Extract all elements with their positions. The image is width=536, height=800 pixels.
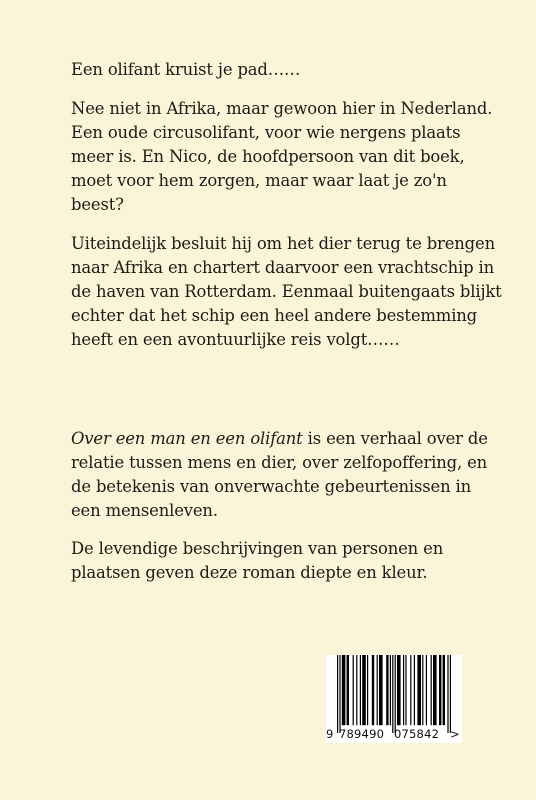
- book-title: Over een man en een olifant: [71, 429, 303, 448]
- barcode-bar: [390, 655, 391, 725]
- barcode-bar: [353, 655, 354, 725]
- barcode-bar: [405, 655, 406, 725]
- barcode-bar: [422, 655, 423, 725]
- barcode-bar: [337, 655, 338, 733]
- barcode-bar: [450, 655, 451, 733]
- barcode-bar: [439, 655, 441, 725]
- barcode-bar: [392, 655, 393, 733]
- theme-description: is een verhaal over de relatie tussen mens en dier, over zelfopoffering, en de betekenis van onverwachte gebeurtenissen in een mensenleven.: [71, 429, 488, 520]
- barcode-bar: [360, 655, 361, 725]
- barcode-bar: [431, 655, 432, 725]
- barcode-lead-digit: 9: [326, 727, 334, 741]
- barcode-bar: [347, 655, 349, 725]
- barcode-bar: [386, 655, 388, 725]
- barcode-bar: [342, 655, 346, 725]
- barcode-bar: [443, 655, 445, 725]
- barcode-bar: [379, 655, 383, 725]
- barcode-bar: [414, 655, 415, 725]
- barcode-bar: [447, 655, 448, 733]
- barcode-bar: [372, 655, 374, 725]
- barcode-bar: [377, 655, 378, 725]
- barcode-bars: [337, 655, 451, 733]
- barcode-bar: [403, 655, 404, 725]
- barcode-bar: [395, 655, 396, 733]
- barcode-right-group: 075842: [394, 727, 440, 741]
- barcode-quiet-zone-marker: >: [450, 727, 460, 741]
- barcode-left-group: 789490: [339, 727, 385, 741]
- barcode-bar: [356, 655, 357, 725]
- barcode-bar: [339, 655, 340, 733]
- blurb-paragraph-setup: Nee niet in Afrika, maar gewoon hier in Nederland. Een oude circusolifant, voor wie nergens plaats meer is. En Nico, de hoofdpersoon van dit boek, moet voor hem zorgen, maar waar laat je zo'n beest?: [71, 99, 493, 214]
- isbn-barcode: [326, 655, 462, 743]
- blurb-paragraph-theme: [71, 427, 503, 523]
- blurb-paragraph-plot: Uiteindelijk besluit hij om het dier terug te brengen naar Afrika en chartert daarvoor een vrachtschip in de haven van Rotterdam. Eenmaal buitengaats blijkt echter dat het schip een heel andere bestemming heeft en een avontuurlijke reis volgt……: [71, 234, 502, 349]
- intro-line: Een olifant kruist je pad……: [71, 60, 301, 79]
- barcode-bar: [433, 655, 437, 725]
- barcode-bar: [417, 655, 421, 725]
- barcode-bar: [397, 655, 401, 725]
- barcode-bar: [410, 655, 411, 725]
- blurb-paragraph-closing: De levendige beschrijvingen van personen en plaatsen geven deze roman diepte en kleur.: [71, 539, 444, 582]
- barcode-bar: [426, 655, 427, 725]
- barcode-bar: [362, 655, 366, 725]
- barcode-bar: [367, 655, 368, 725]
